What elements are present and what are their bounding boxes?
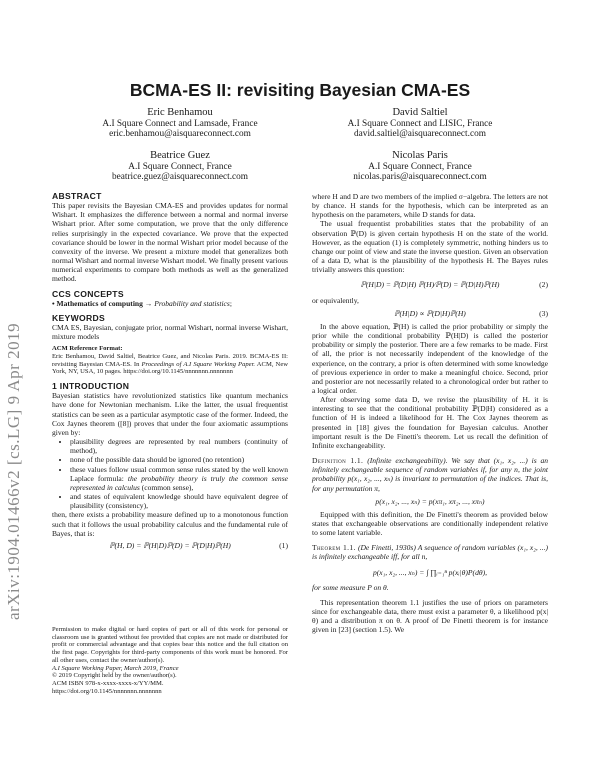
definition-text: (Infinite exchangeability). We say that (x₁, x₂, ...) is an infinitely exchangeable sequence of random variables if, for any n, the joint probability p(x₁, x₂, ..., xₙ) is invariant to permutation of the indices. That is, for any permutation π, [312,456,549,493]
author-name: Beatrice Guez [150,150,210,161]
right-column [312,192,548,635]
isbn-line: ACM ISBN 978-x-xxxx-xxxx-x/YY/MM. [52,679,164,687]
abstract-heading: ABSTRACT [52,191,102,201]
paragraph: The usual frequentist probabilities states that the probability of an observation ℙ(D) is given certain hypothesis H on the state of the world. However, as the equation (1) is completely symmetric, nothing hinders us to change our point of view and state the inverse question. Given an observation of a data D, what is the plausibility of the hypothesis H. The Bayes rules trivially answers this question: [312,219,548,275]
paragraph [312,583,548,592]
equation-body: p(x₁, x₂, ..., xₙ) = p(xπ₁, xπ₂, ..., xπₙ) [375,496,485,506]
author-affiliation: A.I Square Connect and Lamsade, France [102,119,258,129]
ccs-arrow: → [142,298,155,308]
list-item [70,465,288,492]
equation-3 [312,309,548,318]
footnote-block [52,626,288,695]
list-item-text: these values follow usual common sense rules stated by the well known Laplace formula: [70,464,288,483]
author-block-2 [300,107,540,140]
paragraph: In the above equation, ℙ(H) is called the prior probability or simply the prior while the conditional probability ℙ(H|D) is called the posterior probability or simply the posterior. There are a few remarks to be made. First of all, the prior is not necessarily independent of the knowledge of the experience, on the contrary, a prior is often determined with some knowledge of previous experience in order to make a meaningful choice. Second, prior and posterior are not necessarily related to a chronological order but rather to a logical order. [312,321,548,395]
ccs-heading: CCS CONCEPTS [52,288,124,299]
equation-1 [52,541,288,550]
paper-title: BCMA-ES II: revisiting Bayesian CMA-ES [129,80,471,100]
intro-heading: 1 INTRODUCTION [52,381,130,392]
list-item: • none of the possible data should be ignored (no retention) [70,455,288,464]
author-email: beatrice.guez@aisquareconnect.com [111,172,249,183]
equation-5 [312,568,548,577]
equation-body: p(x₁, x₂, ..., xₙ) = ∫ ∏ᵢ₌₁ⁿ p(xᵢ|θ)P(dθ), [372,567,488,577]
author-affiliation: A.I Square Connect, France [128,162,232,172]
paragraph: or equivalently, [312,295,359,305]
left-column [52,192,288,553]
paragraph-italic: for some measure P on θ. [312,582,389,592]
equation-number: (2) [539,280,548,290]
author-email: david.saltiel@aisquareconnect.com [354,129,486,140]
keywords-text: CMA ES, Bayesian, conjugate prior, normal Wishart, normal inverse Wishart, mixture models [52,323,288,342]
definition-label: Definition 1.1. [312,456,364,466]
author-block-4 [300,150,540,183]
list-item-end: (common sense), [139,482,194,492]
axiom-list [52,437,288,510]
definition [312,456,548,493]
paragraph: This representation theorem 1.1 justifies the use of priors on parameters since for exchangeable data, there must exist a parameter θ, a likelihood p(x|θ) and a distribution π on θ. A proof of De Finetti theorem is for instance given in [23] (section 1.5). We [312,597,548,635]
abstract-text: This paper revisits the Bayesian CMA-ES and provides updates for normal Wishart. It emphasizes the difference between a normal and normal inverse Wishart prior. After some computation, we prove that the only difference relies surprisingly in the expected covariance. We prove that the expected covariance should be lower in the normal Wishart prior model because of the convexity of the inverse. We present a mixture model that generalizes both normal Wishart and normal inverse Wishart model. We finally present various numerical experiments to compare both methods as well as the generalized method. [52,201,288,284]
author-affiliation: A.I Square Connect and LISIC, France [347,119,493,129]
author-email: eric.benhamou@aisquareconnect.com [109,129,251,140]
ccs-italic: Probability and statistics [154,298,230,308]
acm-ref-heading: ACM Reference Format: [52,345,123,353]
ccs-bold: • Mathematics of computing [52,298,143,308]
list-item: • and states of equivalent knowledge should have equivalent degree of plausibility (consistency), [70,492,288,510]
equation-number: (1) [279,540,288,550]
acm-ref-b: ACM, New York, NY, USA, 10 pages. https://doi.org/10.1145/nnnnnnn.nnnnnnn [52,360,289,376]
paragraph: where H and D are two members of the implied σ−algebra. The letters are not by chance. H stands for the hypothesis, which can be interpreted as an hypothesis on the parameters, while D stands for data. [312,192,548,220]
author-block-3 [60,150,300,183]
author-email: nicolas.paris@aisquareconnect.com [353,172,487,183]
equation-4 [312,497,548,506]
theorem-text: (De Finetti, 1930s) A sequence of random variables (x₁, x₂, ...) is infinitely exchangeable iff, for all n, [312,543,549,562]
ccs-concepts [52,299,288,308]
equation-2 [312,280,548,289]
equation-body: ℙ(H|D) = ℙ(D|H) ℙ(H)⁄ℙ(D) = ℙ(D|H)ℙ(H) [360,280,500,290]
paragraph: Equipped with this definition, the De Finetti's theorem as provided below states that exchangeable observations are conditionally independent relative to some latent variable. [312,509,548,538]
author-block-1 [60,107,300,140]
intro-paragraph-1: Bayesian statistics have revolutionized statistics like quantum mechanics have done for Newtonian mechanism. Like the latter, the usual frequentist statistics can be seen as a particular asymptotic case of the former. Indeed, the Cox Jaynes theorem ([8]) proves that under the four axiomatic assumptions given by: [52,391,288,437]
author-affiliation: A.I Square Connect, France [368,162,472,172]
theorem-label: Theorem 1.1. [312,543,356,553]
theorem [312,543,548,561]
paragraph: After observing some data D, we revise the plausibility of H. it is interesting to see that the conditional probability ℙ(D|H) considered as a function of H is indeed a likelihood for H. The Cox Jaynes theorem as presented in [18] gives the foundation for Bayesian calculus. Another important result is the De Finetti's theorem. Let us recall the definition of Infinite exchangeability. [312,395,548,450]
venue-line [52,665,288,673]
ccs-end: ; [229,298,232,308]
author-name: David Saltiel [392,107,448,118]
permission-notice: Permission to make digital or hard copies of part or all of this work for personal or classroom use is granted without fee provided that copies are not made or distributed for profit or commercial advantage and that copies bear this notice and the full citation on the first page. Copyrights for third-party components of this work must be honored. For all other uses, contact the owner/author(s). [52,626,288,664]
acm-ref-italic: Proceedings of A.I Square Working Paper. [141,360,256,368]
doi-line: https://doi.org/10.1145/nnnnnnn.nnnnnnn [52,687,162,695]
keywords-heading: KEYWORDS [52,312,106,323]
author-name: Nicolas Paris [392,150,448,161]
author-name: Eric Benhamou [147,107,213,118]
arxiv-stamp: arXiv:1904.01466v2 [cs.LG] 9 Apr 2019 [4,322,23,620]
equation-body: ℙ(H|D) ∝ ℙ(D|H)ℙ(H) [394,308,466,318]
equation-number: (3) [539,308,548,318]
acm-ref-a: Eric Benhamou, David Saltiel, Beatrice Guez, and Nicolas Paris. 2019. BCMA-ES II: revisiting Bayesian CMA-ES. In [52,353,288,368]
list-item-italic: the probability theory is truly the common sense represented in calculus [70,473,288,492]
list-item: • plausibility degrees are represented by real numbers (continuity of method), [70,437,288,455]
acm-ref-text [52,353,288,376]
equation-body: ℙ(H, D) = ℙ(H|D)ℙ(D) = ℙ(D|H)ℙ(H) [109,540,231,550]
venue-italic: A.I Square Working Paper, March 2019, France [52,664,179,672]
intro-paragraph-2: then, there exists a probability measure defined up to a monotonous function such that it follows the usual probability calculus and the fundamental rule of Bayes, that is: [52,510,288,538]
copyright-line: © 2019 Copyright held by the owner/author(s). [52,672,177,680]
